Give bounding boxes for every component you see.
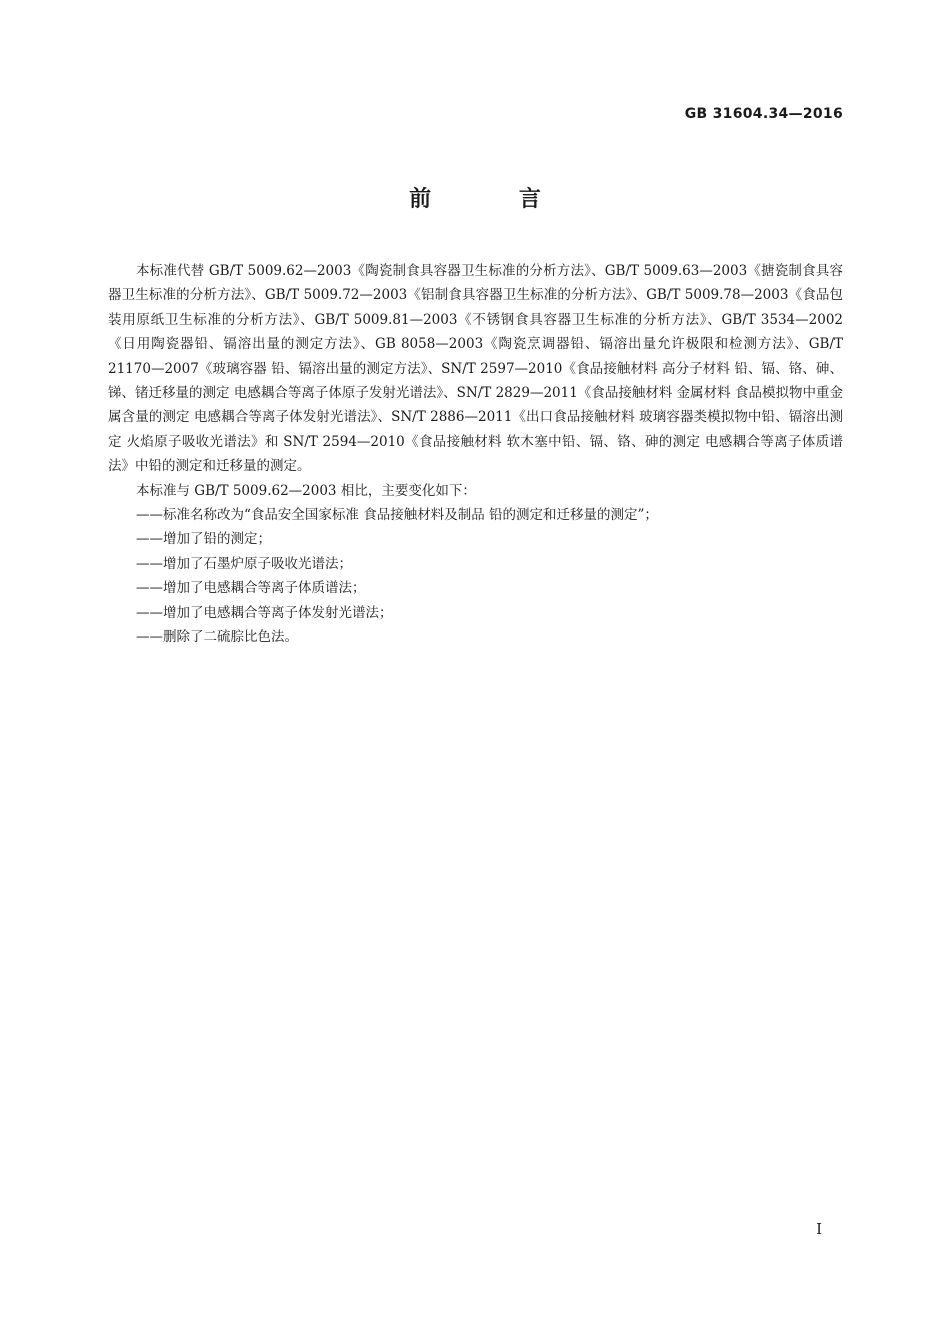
intro-paragraph: 本标准代替 GB/T 5009.62—2003《陶瓷制食具容器卫生标准的分析方法》、GB/T 5009.63—2003《搪瓷制食具容器卫生标准的分析方法》、GB/T 5009.72—2003《铝制食具容器卫生标准的分析方法》、GB/T 5009.78—2003《食品包装用原纸卫生标准的分析方法》、GB/T 5009.81—2003《不锈钢食具容器卫生标准的分析方法》、GB/T 3534—2002《日用陶瓷器铅、镉溶出量的测定方法》、GB 8058—2003《陶瓷烹调器铅、镉溶出量允许极限和检测方法》、GB/T 21170—2007《玻璃容器 铅、镉溶出量的测定方法》、SN/T 2597—2010《食品接触材料 高分子材料 铅、镉、铬、砷、锑、锗迁移量的测定 电感耦合等离子体原子发射光谱法》、SN/T 2829—2011《食品接触材料 金属材料 食品模拟物中重金属含量的测定 电感耦合等离子体发射光谱法》、SN/T 2886—2011《出口食品接触材料 玻璃容器类模拟物中铅、镉溶出测定 火焰原子吸收光谱法》和 SN/T 2594—2010《食品接触材料 软木塞中铅、镉、铬、砷的测定 电感耦合等离子体质谱法》中铅的测定和迁移量的测定。 (108, 263, 843, 475)
standard-code: GB 31604.34—2016 (684, 106, 843, 122)
comparison-paragraph: 本标准与 GB/T 5009.62—2003 相比，主要变化如下： (136, 482, 476, 499)
page-title: 前 言 (409, 187, 581, 212)
page-number: I (816, 1220, 822, 1238)
foreword-body (108, 259, 843, 650)
change-item: ——增加了电感耦合等离子体发射光谱法； (136, 604, 393, 621)
change-item: ——删除了二硫腙比色法。 (136, 629, 298, 646)
change-item: ——增加了铅的测定； (136, 531, 271, 548)
change-item: ——增加了石墨炉原子吸收光谱法； (136, 555, 352, 572)
change-item: ——标准名称改为“食品安全国家标准 食品接触材料及制品 铅的测定和迁移量的测定”； (136, 507, 658, 524)
change-item: ——增加了电感耦合等离子体质谱法； (136, 580, 366, 597)
